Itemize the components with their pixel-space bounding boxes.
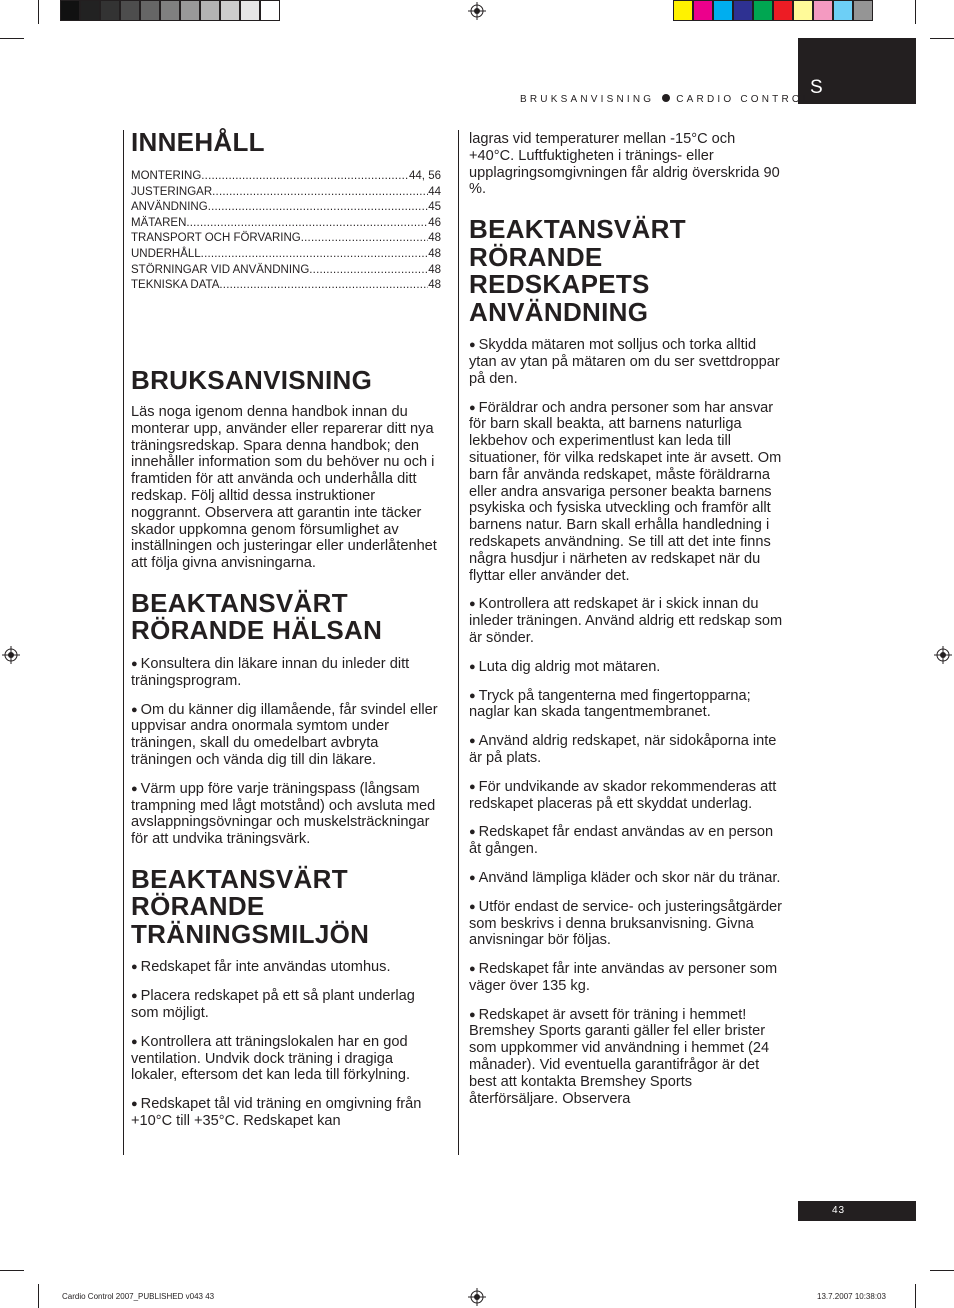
toc-entry-label: STÖRNINGAR VID ANVÄNDNING <box>131 263 310 276</box>
toc-entry <box>131 278 441 294</box>
environment-list <box>131 959 441 1129</box>
toc-entry <box>131 200 441 216</box>
toc-leader <box>186 216 428 232</box>
toc-entry-page: 45 <box>428 201 441 214</box>
bullet-item: ● Värm upp före varje träningspass (långsam trampning med lågt motstånd) och avsluta med avslappningsövningar och muskelsträckningar för att undvika träningsvärk. <box>131 781 441 848</box>
bullet-item: ● Skydda mätaren mot solljus och torka alltid ytan av ytan på mätaren om du ser svettdroppar på den. <box>469 337 784 387</box>
language-tab <box>798 38 916 104</box>
environment-title: BEAKTANSVÄRT RÖRANDE TRÄNINGSMILJÖN <box>131 863 370 949</box>
bullet-item: ● Tryck på tangenterna med fingertopparna; naglar kan skada tangentmembranet. <box>469 688 784 722</box>
bullet-item: ● Konsultera din läkare innan du inleder ditt träningsprogram. <box>131 656 441 690</box>
gray-color-bar <box>60 0 280 21</box>
color-swatch <box>833 0 853 21</box>
bullet-item: ● Redskapet får inte användas utomhus. <box>131 959 441 976</box>
toc-entry-label: UNDERHÅLL <box>131 247 201 260</box>
process-color-bar <box>673 0 873 21</box>
running-head-section: BRUKSANVISNING <box>520 94 655 105</box>
color-swatch <box>733 0 753 21</box>
page-number-box <box>798 1201 916 1221</box>
color-swatch <box>60 0 80 21</box>
color-swatch <box>813 0 833 21</box>
color-swatch <box>773 0 793 21</box>
bullet-item: ● Utför endast de service- och justeringsåtgärder som beskrivs i denna bruksanvisning. Givna anvisningar bör följas. <box>469 899 784 949</box>
toc-leader <box>201 169 409 185</box>
color-swatch <box>713 0 733 21</box>
color-swatch <box>673 0 693 21</box>
color-swatch <box>240 0 260 21</box>
toc-entry-label: MÄTAREN <box>131 216 187 229</box>
toc-leader <box>309 263 428 279</box>
toc-entry <box>131 247 441 263</box>
toc-entry-label: ANVÄNDNING <box>131 201 208 214</box>
table-of-contents <box>131 169 441 294</box>
bullet-item: ● Kontrollera att redskapet är i skick innan du inleder träningen. Använd aldrig ett redskap som är sönder. <box>469 596 784 646</box>
bullet-icon <box>662 94 670 102</box>
bullet-item: ● Använd aldrig redskapet, när sidokåporna inte är på plats. <box>469 733 784 767</box>
color-swatch <box>140 0 160 21</box>
column-divider <box>123 130 124 1155</box>
bullet-item: ● Kontrollera att träningslokalen har en god ventilation. Undvik dock träning i dragiga lokaler, eftersom det kan leda till förkylning. <box>131 1034 441 1084</box>
slug-left: Cardio Control 2007_PUBLISHED v043 43 <box>62 1292 215 1301</box>
running-head <box>520 94 812 105</box>
toc-entry-page: 48 <box>428 232 441 245</box>
health-list <box>131 656 441 848</box>
running-head-product: CARDIO CONTROL <box>676 94 812 105</box>
right-column <box>469 131 784 1119</box>
column-divider <box>458 130 459 1155</box>
toc-entry-label: MONTERING <box>131 170 202 182</box>
color-swatch <box>180 0 200 21</box>
toc-entry-label: JUSTERINGAR <box>131 185 213 198</box>
toc-leader <box>301 231 428 247</box>
color-swatch <box>220 0 240 21</box>
health-title: BEAKTANSVÄRT RÖRANDE HÄLSAN <box>131 587 383 646</box>
bullet-item: ● Placera redskapet på ett så plant underlag som möjligt. <box>131 988 441 1022</box>
bullet-item: ● För undvikande av skador rekommenderas att redskapet placeras på ett skyddat underlag. <box>469 779 784 813</box>
language-tab-label: S <box>810 77 823 98</box>
color-swatch <box>753 0 773 21</box>
toc-leader <box>219 278 428 294</box>
left-column <box>131 128 441 294</box>
toc-title: INNEHÅLL <box>131 127 265 157</box>
bullet-item: ● Redskapet får inte användas av personer som väger över 135 kg. <box>469 961 784 995</box>
bullet-item: ● Redskapet är avsett för träning i hemmet! Bremshey Sports garanti gäller fel eller brister som uppkommer vid användning i hemmet (24 månader). Vid eventuella garantifrågor är det best att kontakta Bremshey Sports återförsäljare. Observera <box>469 1007 784 1108</box>
toc-entry <box>131 185 441 201</box>
toc-entry-page: 46 <box>428 216 441 229</box>
color-swatch <box>200 0 220 21</box>
toc-entry <box>131 231 441 247</box>
usage-title: BEAKTANSVÄRT RÖRANDE REDSKAPETS ANVÄNDNING <box>469 214 686 327</box>
color-swatch <box>853 0 873 21</box>
toc-entry <box>131 263 441 279</box>
bullet-item: ● Luta dig aldrig mot mätaren. <box>469 659 784 676</box>
registration-mark-icon <box>468 1288 486 1306</box>
toc-entry-page: 44 <box>428 185 441 198</box>
color-swatch <box>100 0 120 21</box>
manual-text: Läs noga igenom denna handbok innan du monterar upp, använder eller reparerar ditt nya träningsredskap. Spara denna handbok; den innehåller information som du behöver nu och i framtiden för att använda och underhålla ditt redskap. Följ alltid dessa instruktioner noggrannt. Observera att garantin inte täcker skador uppkomna genom försumlighet av inställningen och justeringar eller underlåtenhet att följa givna anvisningarna. <box>131 404 437 572</box>
toc-entry <box>131 169 441 185</box>
bullet-item: ● Om du känner dig illamående, får svindel eller uppvisar andra onormala symtom under träningen, skall du omedelbart avbryta träningen och vända dig till din läkare. <box>131 702 441 769</box>
toc-entry-page: 48 <box>428 247 441 260</box>
usage-list <box>469 337 784 1107</box>
toc-entry <box>131 216 441 232</box>
color-swatch <box>160 0 180 21</box>
toc-leader <box>208 200 429 216</box>
color-swatch <box>260 0 280 21</box>
color-swatch <box>693 0 713 21</box>
registration-mark-icon <box>468 2 486 20</box>
toc-leader <box>201 247 429 263</box>
bullet-item: ● Redskapet tål vid träning en omgivning från +10°C till +35°C. Redskapet kan <box>131 1096 441 1130</box>
toc-entry-page: 44, 56 <box>409 170 441 182</box>
color-swatch <box>80 0 100 21</box>
toc-entry-page: 48 <box>428 263 441 276</box>
bullet-item: ● Föräldrar och andra personer som har ansvar för barn skall beakta, att barnens naturliga lekbehov och experimentlust kan leda till situationer, för vilka redskapet inte är avsett. Om barn får använda redskapet, måste föräldrarna eller andra ansvariga personer beakta barnens psykiska och fysiska utveckling och framför allt barnens natur. Barn skall erhålla handledning i redskapets användning. Se till att det inte finns några husdjur i närheten av redskapet när du flyttar eller använder det. <box>469 400 784 585</box>
color-swatch <box>793 0 813 21</box>
bullet-item: ● Redskapet får endast användas av en person åt gången. <box>469 824 784 858</box>
toc-entry-label: TRANSPORT OCH FÖRVARING <box>131 232 301 245</box>
toc-leader <box>212 185 428 201</box>
continuation-text: lagras vid temperaturer mellan -15°C och +40°C. Luftfuktigheten i tränings- eller upplagringsomgivningen får aldrig överskrida 90 %. <box>469 131 780 198</box>
page-number: 43 <box>832 1205 846 1216</box>
registration-mark-icon <box>2 646 20 664</box>
left-column-lower <box>131 366 441 1142</box>
manual-title: BRUKSANVISNING <box>131 365 373 395</box>
toc-entry-page: 48 <box>428 279 441 292</box>
toc-entry-label: TEKNISKA DATA <box>131 279 220 292</box>
bullet-item: ● Använd lämpliga kläder och skor när du tränar. <box>469 870 784 887</box>
registration-mark-icon <box>934 646 952 664</box>
slug-right: 13.7.2007 10:38:03 <box>817 1292 886 1301</box>
color-swatch <box>120 0 140 21</box>
